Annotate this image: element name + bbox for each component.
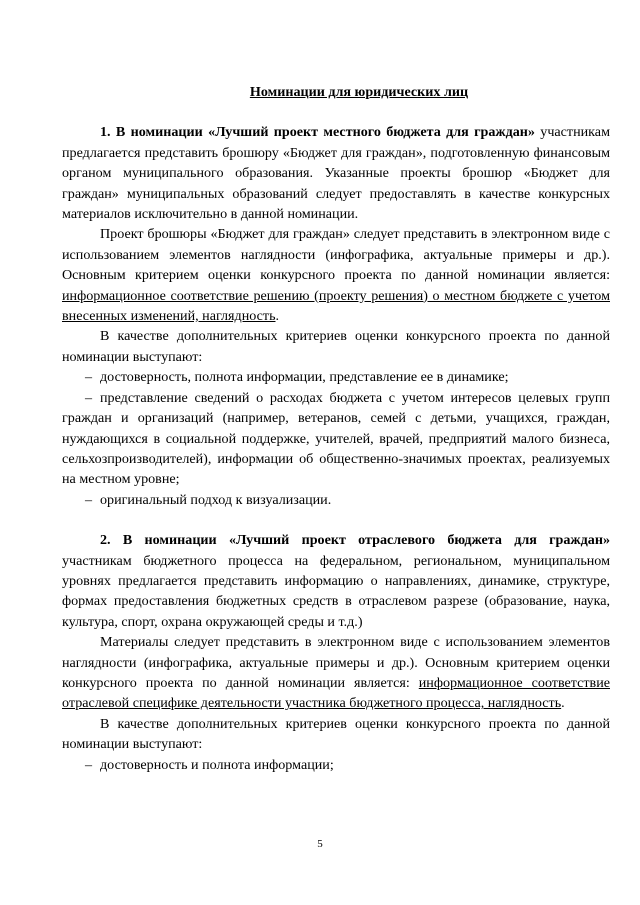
dash-marker: – [84, 369, 92, 386]
section2-heading: 2. В номинации «Лучший проект отраслевого бюджета для граждан» [100, 532, 610, 549]
list-item [62, 755, 610, 775]
section2-criteria-paragraph [62, 632, 610, 714]
section2-criteria-end: . [561, 695, 565, 712]
section1-criteria-end: . [275, 308, 280, 325]
section1-heading-text: участникам предлагается представить брошюру «Бюджет для граждан», подготовленную финансовым органом муниципального образования. Указанные проекты брошюр «Бюджет для граждан» муниципальных образований следует предоставлять в качестве конкурсных материалов исключительно в данной номинации. [62, 124, 610, 223]
section1-extra-criteria-intro: В качестве дополнительных критериев оценки конкурсного проекта по данной номинации выступают: [62, 328, 610, 365]
section2-heading-paragraph [62, 530, 610, 632]
list-item-text: достоверность, полнота информации, представление ее в динамике; [100, 369, 509, 386]
page-title: Номинации для юридических лиц [249, 84, 469, 100]
section2-criteria-text: Материалы следует представить в электронном виде с использованием элементов наглядности (инфографика, актуальные примеры и др.). Основным критерием оценки конкурсного проекта по данной номинации является: [62, 634, 610, 691]
section1-heading-paragraph [62, 122, 610, 224]
section2-main-criterion: информационное соответствие отраслевой специфике деятельности участника бюджетного процесса, наглядность [62, 674, 610, 712]
section1-criteria-text: Проект брошюры «Бюджет для граждан» следует представить в электронном виде с использованием элементов наглядности (инфографика, актуальные примеры и др.). Основным критерием оценки конкурсного проекта по данной номинации является: [62, 226, 610, 284]
list-item [62, 367, 610, 387]
list-item-paragraph [62, 388, 610, 490]
section2-extra-criteria-intro: В качестве дополнительных критериев оценки конкурсного проекта по данной номинации выступают: [62, 715, 610, 753]
section1-main-criterion: информационное соответствие решению (проекту решения) о местном бюджете с учетом внесенных изменений, наглядность [62, 287, 610, 325]
list-item-text: оригинальный подход к визуализации. [100, 491, 332, 508]
list-item [62, 388, 610, 490]
section2-heading-text: участникам бюджетного процесса на федеральном, региональном, муниципальном уровнях предлагается представить информацию о направлениях, динамике, структуре, формах предоставления бюджетных средств в отраслевом разрезе (образование, наука, культура, спорт, охрана окружающей среды и т.д.) [62, 552, 610, 630]
list-item [62, 490, 610, 510]
dash-marker: – [84, 389, 92, 406]
list-item-text: представление сведений о расходах бюджета с учетом интересов целевых групп граждан и организаций (например, ветеранов, семей с детьми, учащихся, граждан, нуждающихся в социальной поддержке, учителей, врачей, предприятий малого бизнеса, сельхозпроизводителей), информации об общественно-значимых проектах, реализуемых на местном уровне; [62, 389, 610, 488]
list-item-text: достоверность и полнота информации; [100, 756, 334, 773]
dash-marker: – [84, 491, 92, 508]
section1-criteria-paragraph [62, 224, 610, 326]
dash-marker: – [84, 756, 92, 773]
document-body [62, 82, 610, 775]
section1-heading: 1. В номинации «Лучший проект местного бюджета для граждан» [100, 124, 535, 141]
page-number: 5 [317, 838, 323, 850]
